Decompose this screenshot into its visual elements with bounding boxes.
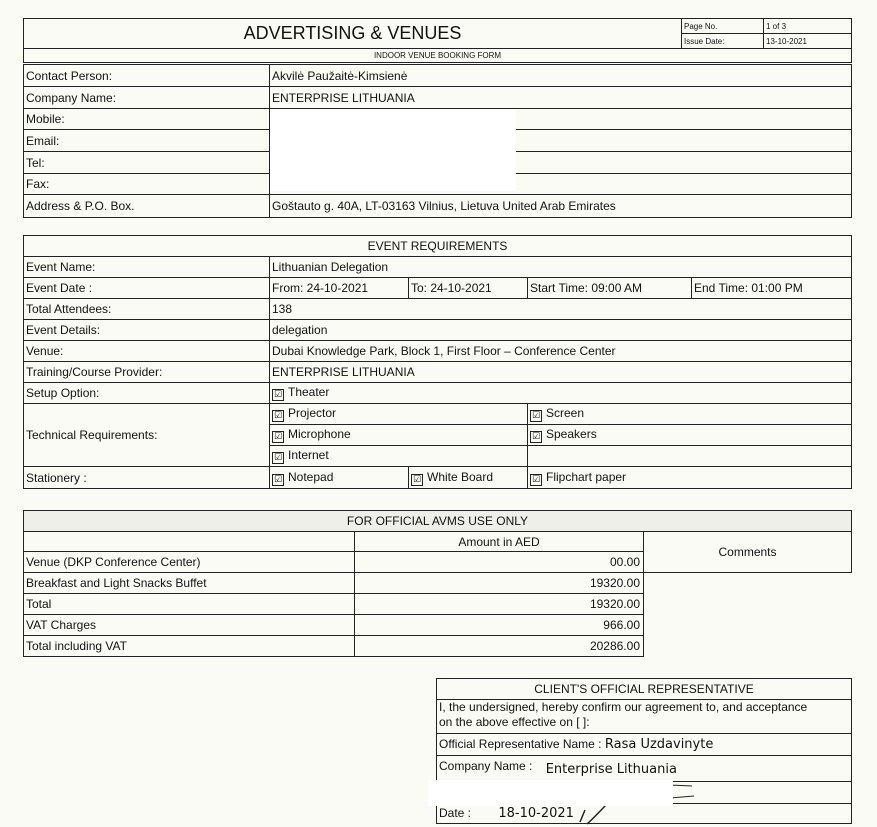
address-label: Address & P.O. Box. bbox=[24, 195, 270, 218]
confirmation-text bbox=[437, 700, 852, 734]
address-value: Goštauto g. 40A, LT-03163 Vilnius, Lietuva United Arab Emirates bbox=[270, 195, 852, 218]
client-section-title: CLIENT'S OFFICIAL REPRESENTATIVE bbox=[437, 679, 852, 700]
checkbox-checked-icon: ☑ bbox=[531, 473, 541, 484]
official-section-title: FOR OFFICIAL AVMS USE ONLY bbox=[24, 511, 852, 532]
confirmation-line-1: I, the undersigned, hereby confirm our agreement to, and acceptance bbox=[439, 700, 808, 714]
redaction-mask bbox=[270, 109, 516, 191]
stat-whiteboard-label: White Board bbox=[427, 469, 494, 484]
email-label: Email: bbox=[24, 130, 270, 152]
confirmation-line-2: on the above effective on [ ]: bbox=[439, 715, 590, 729]
official-row-label: Venue (DKP Conference Center) bbox=[24, 552, 355, 573]
event-from-value: From: 24-10-2021 bbox=[270, 278, 409, 299]
tech-speakers-label: Speakers bbox=[546, 427, 597, 441]
client-company-label: Company Name : bbox=[439, 759, 533, 773]
comments-header: Comments bbox=[644, 532, 852, 573]
redaction-mask-2 bbox=[428, 780, 673, 806]
tech-internet-label: Internet bbox=[288, 448, 329, 462]
page-no-value: 1 of 3 bbox=[764, 19, 852, 34]
event-start-time: Start Time: 09:00 AM bbox=[528, 278, 692, 299]
tech-internet bbox=[270, 446, 528, 467]
event-end-time: End Time: 01:00 PM bbox=[692, 278, 852, 299]
header-table bbox=[23, 18, 852, 63]
comments-empty bbox=[644, 573, 852, 657]
client-date-row bbox=[437, 804, 852, 824]
tech-microphone-label: Microphone bbox=[288, 427, 351, 441]
checkbox-checked-icon: ☑ bbox=[273, 473, 283, 484]
form-title: INDOOR VENUE BOOKING FORM bbox=[24, 49, 852, 63]
rep-name-label: Official Representative Name : bbox=[439, 737, 602, 751]
event-table bbox=[23, 235, 852, 489]
venue-label: Venue: bbox=[24, 341, 270, 362]
fax-label: Fax: bbox=[24, 174, 270, 195]
total-attendees-label: Total Attendees: bbox=[24, 299, 270, 320]
stat-notepad bbox=[270, 467, 409, 489]
official-row-amount: 19320.00 bbox=[355, 573, 644, 594]
event-name-value: Lithuanian Delegation bbox=[270, 257, 852, 278]
tech-speakers bbox=[528, 425, 852, 446]
total-attendees-value: 138 bbox=[270, 299, 852, 320]
contact-person-label: Contact Person: bbox=[24, 65, 270, 87]
checkbox-checked-icon: ☑ bbox=[273, 410, 283, 420]
official-row-amount: 966.00 bbox=[355, 615, 644, 636]
company-title: ADVERTISING & VENUES bbox=[24, 19, 682, 49]
setup-option-label: Setup Option: bbox=[24, 383, 270, 404]
event-details-value: delegation bbox=[270, 320, 852, 341]
checkbox-checked-icon: ☑ bbox=[531, 410, 541, 420]
contact-person-value: Akvilė Paužaitė-Kimsienė bbox=[270, 65, 852, 87]
page-no-label: Page No. bbox=[682, 19, 764, 34]
amount-header: Amount in AED bbox=[355, 532, 644, 552]
tech-empty bbox=[528, 446, 852, 467]
rep-name-row bbox=[437, 734, 852, 756]
tech-screen bbox=[528, 404, 852, 425]
issue-date-label: Issue Date: bbox=[682, 34, 764, 49]
event-details-label: Event Details: bbox=[24, 320, 270, 341]
setup-option-value bbox=[270, 383, 852, 404]
official-table bbox=[23, 510, 852, 657]
checkbox-checked-icon: ☑ bbox=[531, 431, 541, 441]
official-row-label: VAT Charges bbox=[24, 615, 355, 636]
checkbox-checked-icon: ☑ bbox=[412, 473, 422, 484]
client-date-label: Date : bbox=[439, 806, 472, 820]
checkbox-checked-icon: ☑ bbox=[273, 431, 283, 441]
setup-theater: Theater bbox=[288, 385, 330, 399]
checkbox-checked-icon: ☑ bbox=[273, 389, 283, 399]
tech-projector-label: Projector bbox=[288, 406, 337, 420]
official-row-amount: 19320.00 bbox=[355, 594, 644, 615]
official-blank-header bbox=[24, 532, 355, 552]
official-row-label: Total bbox=[24, 594, 355, 615]
mobile-label: Mobile: bbox=[24, 109, 270, 130]
tech-projector bbox=[270, 404, 528, 425]
checkbox-checked-icon: ☑ bbox=[273, 452, 283, 462]
stat-notepad-label: Notepad bbox=[288, 469, 334, 484]
tech-screen-label: Screen bbox=[546, 406, 585, 420]
provider-label: Training/Course Provider: bbox=[24, 362, 270, 383]
company-name-label: Company Name: bbox=[24, 87, 270, 109]
issue-date-value: 13-10-2021 bbox=[764, 34, 852, 49]
event-section-title: EVENT REQUIREMENTS bbox=[24, 236, 852, 257]
event-to-value: To: 24-10-2021 bbox=[409, 278, 528, 299]
tech-microphone bbox=[270, 425, 528, 446]
official-row-label: Breakfast and Light Snacks Buffet bbox=[24, 573, 355, 594]
provider-value: ENTERPRISE LITHUANIA bbox=[270, 362, 852, 383]
technical-requirements-label: Technical Requirements: bbox=[24, 404, 270, 467]
stat-whiteboard bbox=[409, 467, 528, 489]
official-row-amount: 00.00 bbox=[355, 552, 644, 573]
official-row-amount: 20286.00 bbox=[355, 636, 644, 657]
official-row-label: Total including VAT bbox=[24, 636, 355, 657]
event-date-label: Event Date : bbox=[24, 278, 270, 299]
client-company-value: Enterprise Lithuania bbox=[545, 762, 677, 777]
stat-flipchart-label: Flipchart paper bbox=[546, 469, 627, 484]
client-date-value: 18-10-2021 bbox=[498, 806, 574, 821]
rep-name-value: Rasa Uzdavinyte bbox=[604, 737, 714, 752]
venue-value: Dubai Knowledge Park, Block 1, First Floor – Conference Center bbox=[270, 341, 852, 362]
event-name-label: Event Name: bbox=[24, 257, 270, 278]
stationery-label: Stationery : bbox=[24, 467, 270, 489]
company-name-value: ENTERPRISE LITHUANIA bbox=[270, 87, 852, 109]
tel-label: Tel: bbox=[24, 152, 270, 174]
stat-flipchart bbox=[528, 467, 852, 489]
